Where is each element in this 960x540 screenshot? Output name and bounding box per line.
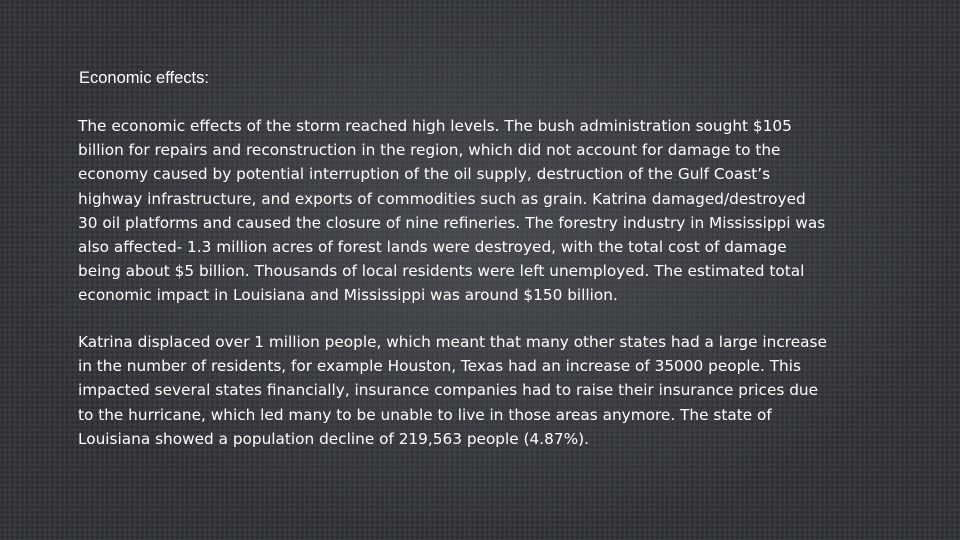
slide-heading: Economic effects: — [79, 69, 209, 87]
paragraph-line: in the number of residents, for example Houston, Texas had an increase of 35000 people. This — [78, 357, 801, 376]
paragraph-line: being about $5 billion. Thousands of local residents were left unemployed. The estimated total — [78, 262, 805, 281]
paragraph-line: Louisiana showed a population decline of 219,563 people (4.87%). — [78, 429, 589, 448]
paragraph-line: highway infrastructure, and exports of commodities such as grain. Katrina damaged/destroyed — [78, 189, 806, 208]
paragraph-economic-effects — [78, 114, 878, 308]
paragraph-line: economy caused by potential interruption of the oil supply, destruction of the Gulf Coast’s — [78, 165, 771, 184]
paragraph-population-effects — [78, 330, 878, 451]
paragraph-line: to the hurricane, which led many to be unable to live in those areas anymore. The state of — [78, 405, 772, 424]
paragraph-line: impacted several states financially, insurance companies had to raise their insurance prices due — [78, 381, 819, 400]
paragraph-line: economic impact in Louisiana and Mississippi was around $150 billion. — [78, 286, 618, 305]
paragraph-line: billion for repairs and reconstruction in the region, which did not account for damage to the — [78, 141, 781, 160]
paragraph-line: Katrina displaced over 1 million people, which meant that many other states had a large increase — [78, 333, 827, 351]
paragraph-line: also affected- 1.3 million acres of forest lands were destroyed, with the total cost of damage — [78, 238, 787, 257]
paragraph-line: 30 oil platforms and caused the closure of nine refineries. The forestry industry in Mississippi was — [78, 213, 826, 232]
paragraph-line: The economic effects of the storm reached high levels. The bush administration sought $105 — [78, 117, 792, 135]
